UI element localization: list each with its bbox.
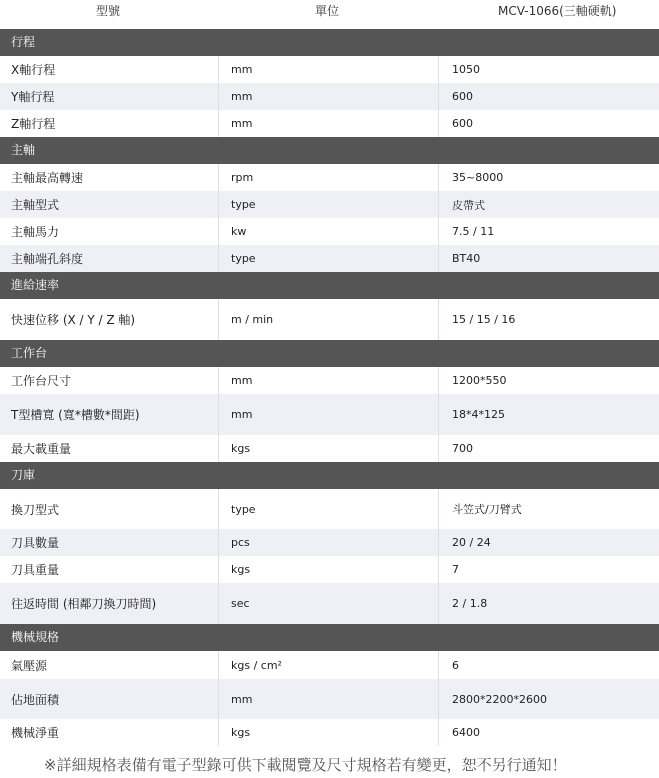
section-header: 工作台 xyxy=(0,340,659,367)
spec-name-cell: 佔地面積 xyxy=(0,679,219,719)
section-header: 主軸 xyxy=(0,137,659,164)
spec-value-cell: 6 xyxy=(452,658,459,672)
table-row xyxy=(0,83,659,110)
table-row xyxy=(0,556,659,583)
spec-name-cell: 最大載重量 xyxy=(0,435,219,462)
spec-name-cell: 機械淨重 xyxy=(0,719,219,746)
spec-value-cell: 1200*550 xyxy=(452,374,507,387)
table-row xyxy=(0,679,659,719)
model-column-header: 型號 xyxy=(96,4,121,18)
table-row xyxy=(0,583,659,624)
spec-name-cell: X軸行程 xyxy=(0,56,219,83)
spec-unit-cell: type xyxy=(219,191,439,218)
section-header: 刀庫 xyxy=(0,462,659,489)
spec-value-cell: 2800*2200*2600 xyxy=(452,692,547,706)
table-row xyxy=(0,719,659,746)
spec-name-cell: Z軸行程 xyxy=(0,110,219,137)
spec-unit-cell: kgs xyxy=(219,556,439,583)
table-row xyxy=(0,245,659,272)
table-row xyxy=(0,435,659,462)
spec-name-cell: 氣壓源 xyxy=(0,651,219,679)
table-row xyxy=(0,394,659,435)
spec-unit-cell: mm xyxy=(219,394,439,435)
spec-value-cell: 6400 xyxy=(452,726,480,739)
table-row xyxy=(0,367,659,394)
spec-value-cell: BT40 xyxy=(452,252,481,265)
spec-unit-cell: mm xyxy=(219,679,439,719)
spec-value-cell: 20 / 24 xyxy=(452,536,491,549)
spec-name-cell: Y軸行程 xyxy=(0,83,219,110)
spec-name-cell: 換刀型式 xyxy=(0,489,219,529)
spec-name-cell: 主軸最高轉速 xyxy=(0,164,219,191)
spec-unit-cell: kgs / cm² xyxy=(219,651,439,679)
footnote: ※詳細規格表備有電子型錄可供下載閱覽及尺寸規格若有變更，恕不另行通知！ xyxy=(44,756,567,774)
spec-value-cell: 700 xyxy=(452,442,473,455)
spec-value-cell: 15 / 15 / 16 xyxy=(452,313,516,326)
spec-unit-cell: kgs xyxy=(219,719,439,746)
spec-name-cell: 刀具數量 xyxy=(0,529,219,556)
table-row xyxy=(0,191,659,218)
spec-unit-cell: m / min xyxy=(219,299,439,340)
table-row xyxy=(0,529,659,556)
section-header: 行程 xyxy=(0,29,659,56)
spec-name-cell: 刀具重量 xyxy=(0,556,219,583)
table-row xyxy=(0,56,659,83)
spec-name-cell: T型槽寬 (寬*槽數*間距) xyxy=(0,394,219,435)
spec-value-cell: 斗笠式/刀臂式 xyxy=(452,503,522,516)
table-header xyxy=(0,0,659,24)
spec-value-cell: 2 / 1.8 xyxy=(452,597,488,610)
spec-value-cell: 皮帶式 xyxy=(452,198,485,212)
spec-name-cell: 主軸馬力 xyxy=(0,218,219,245)
spec-unit-cell: type xyxy=(219,489,439,529)
table-row xyxy=(0,110,659,137)
table-row xyxy=(0,218,659,245)
spec-name-cell: 工作台尺寸 xyxy=(0,367,219,394)
spec-value-cell: 1050 xyxy=(452,63,480,76)
unit-column-header: 單位 xyxy=(315,4,340,18)
spec-unit-cell: mm xyxy=(219,83,439,110)
spec-unit-cell: kgs xyxy=(219,435,439,462)
spec-table xyxy=(0,29,659,746)
spec-unit-cell: mm xyxy=(219,56,439,83)
spec-value-cell: 7.5 / 11 xyxy=(452,225,495,238)
spec-value-cell: 600 xyxy=(452,117,473,130)
spec-name-cell: 主軸端孔斜度 xyxy=(0,245,219,272)
spec-name-cell: 快速位移 (X / Y / Z 軸) xyxy=(0,299,219,340)
table-row xyxy=(0,651,659,679)
model-value-header: MCV-1066(三軸硬軌) xyxy=(498,4,617,18)
spec-value-cell: 7 xyxy=(452,563,459,576)
spec-value-cell: 600 xyxy=(452,90,473,103)
spec-value-cell: 18*4*125 xyxy=(452,408,505,421)
spec-name-cell: 主軸型式 xyxy=(0,191,219,218)
spec-unit-cell: type xyxy=(219,245,439,272)
table-row xyxy=(0,489,659,529)
spec-unit-cell: rpm xyxy=(219,164,439,191)
spec-unit-cell: pcs xyxy=(219,529,439,556)
table-row xyxy=(0,299,659,340)
section-header: 機械規格 xyxy=(0,624,659,651)
spec-name-cell: 往返時間 (相鄰刀換刀時間) xyxy=(0,583,219,624)
spec-unit-cell: sec xyxy=(219,583,439,624)
spec-unit-cell: kw xyxy=(219,218,439,245)
spec-value-cell: 35~8000 xyxy=(452,171,504,184)
spec-unit-cell: mm xyxy=(219,367,439,394)
section-header: 進給速率 xyxy=(0,272,659,299)
spec-unit-cell: mm xyxy=(219,110,439,137)
table-row xyxy=(0,164,659,191)
